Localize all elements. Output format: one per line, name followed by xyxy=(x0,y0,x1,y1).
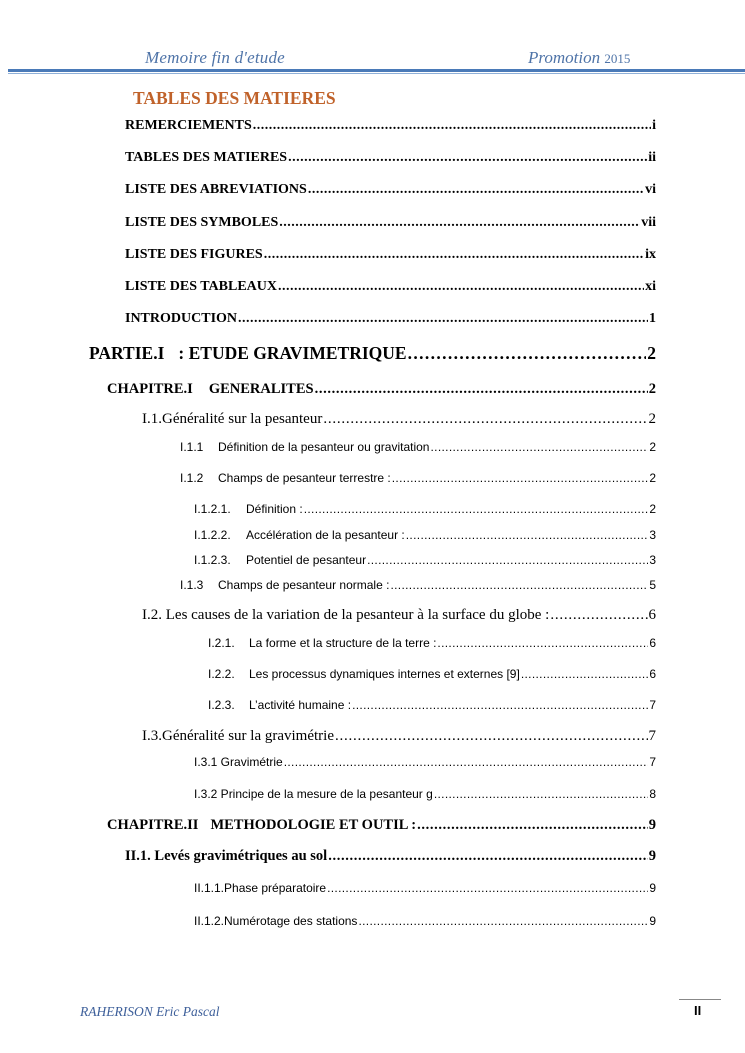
toc-entry-label: GENERALITES xyxy=(208,381,314,397)
toc-entry-liste-tableaux[interactable] xyxy=(125,279,656,295)
dot-leader xyxy=(390,578,648,592)
toc-entry-page: 7 xyxy=(649,755,656,769)
toc-entry-page: 2 xyxy=(648,411,656,427)
dot-leader xyxy=(406,528,649,542)
dot-leader xyxy=(264,247,644,263)
footer-page-number: II xyxy=(694,1003,702,1018)
dot-leader xyxy=(279,215,640,231)
toc-entry-page: 9 xyxy=(648,848,656,864)
toc-entry-number: I.1.2.3. xyxy=(194,553,231,567)
header-promotion xyxy=(528,48,630,68)
toc-entry-page: 7 xyxy=(649,698,656,712)
dot-leader xyxy=(253,118,651,134)
toc-entry-number: I.2.2. xyxy=(208,667,235,681)
footer-rule xyxy=(679,999,721,1000)
page-header xyxy=(0,0,745,80)
toc-entry-partie-1[interactable] xyxy=(89,343,656,364)
toc-entry-page: 2 xyxy=(648,381,656,397)
toc-entry-ii1-1[interactable] xyxy=(194,881,656,895)
toc-entry-number: I.1.2.1. xyxy=(194,502,231,516)
toc-entry-label: Potentiel de pesanteur xyxy=(246,553,367,567)
toc-entry-label: I.3.Généralité sur la gravimétrie xyxy=(142,728,334,744)
toc-entry-page: 9 xyxy=(648,817,656,833)
toc-entry-page: 2 xyxy=(649,440,656,454)
toc-entry-page: xi xyxy=(645,279,656,294)
toc-entry-i2-3[interactable] xyxy=(208,698,656,712)
toc-entry-page: 1 xyxy=(649,311,656,326)
toc-entry-label: : ETUDE GRAVIMETRIQUE xyxy=(178,343,407,363)
toc-entry-label: Champs de pesanteur terrestre : xyxy=(218,471,391,485)
toc-entry-label: LISTE DES SYMBOLES xyxy=(125,215,279,230)
toc-entry-number: I.2.3. xyxy=(208,698,235,712)
toc-entry-page: 6 xyxy=(649,636,656,650)
header-rule xyxy=(8,69,745,72)
dot-leader xyxy=(417,817,648,834)
dot-leader xyxy=(304,502,649,516)
toc-entry-number: I.1.2 xyxy=(180,471,204,485)
toc-entry-i1-2-2[interactable] xyxy=(194,528,656,542)
dot-leader xyxy=(278,279,644,295)
dot-leader xyxy=(392,471,649,485)
header-promotion-year: 2015 xyxy=(604,51,631,66)
dot-leader xyxy=(335,728,648,745)
dot-leader xyxy=(367,553,648,567)
dot-leader xyxy=(358,914,648,928)
toc-entry-i3-1[interactable] xyxy=(194,755,656,769)
header-promotion-label: Promotion xyxy=(528,48,601,67)
toc-entry-label: Accélération de la pesanteur : xyxy=(246,528,405,542)
toc-entry-label: II.1. Levés gravimétriques au sol xyxy=(125,848,328,864)
dot-leader xyxy=(434,787,649,801)
toc-entry-i1-2[interactable] xyxy=(180,471,656,485)
toc-entry-page: vi xyxy=(645,182,656,197)
toc-entry-tables-des-matieres[interactable] xyxy=(125,150,656,166)
toc-entry-page: i xyxy=(652,118,656,133)
toc-entry-number: I.2.1. xyxy=(208,636,235,650)
toc-entry-page: 3 xyxy=(649,553,656,567)
toc-entry-number: I.1.2.2. xyxy=(194,528,231,542)
dot-leader xyxy=(550,607,647,624)
toc-entry-label: TABLES DES MATIERES xyxy=(125,150,288,165)
toc-entry-label: I.3.1 Gravimétrie xyxy=(194,755,283,769)
dot-leader xyxy=(437,636,648,650)
toc-entry-label: LISTE DES FIGURES xyxy=(125,247,263,262)
toc-entry-label: LISTE DES TABLEAUX xyxy=(125,279,277,294)
toc-entry-label: I.1.Généralité sur la pesanteur xyxy=(142,411,323,427)
toc-entry-section-i2[interactable] xyxy=(142,607,656,624)
toc-entry-page: 5 xyxy=(649,578,656,592)
toc-entry-number: CHAPITRE.I xyxy=(107,381,193,397)
toc-entry-label: I.2. Les causes de la variation de la pesanteur à la surface du globe : xyxy=(142,607,550,623)
dot-leader xyxy=(308,182,644,198)
toc-entry-i1-2-1[interactable] xyxy=(194,502,656,516)
toc-entry-ii1-2[interactable] xyxy=(194,914,656,928)
toc-entry-label: II.1.1.Phase préparatoire xyxy=(194,881,327,895)
toc-entry-page: 7 xyxy=(648,728,656,744)
toc-entry-page: ix xyxy=(645,247,656,262)
dot-leader xyxy=(430,440,648,454)
toc-entry-page: vii xyxy=(641,215,656,230)
dot-leader xyxy=(521,667,648,681)
toc-entry-section-i3[interactable] xyxy=(142,728,656,745)
toc-entry-page: 3 xyxy=(649,528,656,542)
toc-entry-i1-1[interactable] xyxy=(180,440,656,454)
toc-entry-page: 6 xyxy=(649,667,656,681)
toc-entry-label: REMERCIEMENTS xyxy=(125,118,252,133)
toc-entry-number: CHAPITRE.II xyxy=(107,817,199,833)
toc-entry-page: 9 xyxy=(649,881,656,895)
toc-entry-i2-2[interactable] xyxy=(208,667,656,681)
toc-entry-liste-abreviations[interactable] xyxy=(125,182,656,198)
toc-entry-label: II.1.2.Numérotage des stations xyxy=(194,914,358,928)
toc-entry-label: Champs de pesanteur normale : xyxy=(218,578,390,592)
toc-entry-label: L’activité humaine : xyxy=(249,698,352,712)
toc-entry-remerciements[interactable] xyxy=(125,118,656,134)
toc-entry-page: 6 xyxy=(648,607,656,623)
toc-entry-i2-1[interactable] xyxy=(208,636,656,650)
toc-entry-section-ii1[interactable] xyxy=(125,848,656,865)
dot-leader xyxy=(328,848,648,865)
toc-entry-page: 9 xyxy=(649,914,656,928)
toc-entry-number: PARTIE.I xyxy=(89,343,165,363)
toc-entry-label: METHODOLOGIE ET OUTIL : xyxy=(210,817,417,833)
toc-title: TABLES DES MATIERES xyxy=(133,88,336,108)
toc-entry-i1-2-3[interactable] xyxy=(194,553,656,567)
dot-leader xyxy=(238,311,648,327)
toc-entry-page: 2 xyxy=(649,471,656,485)
toc-entry-introduction[interactable] xyxy=(125,311,656,327)
dot-leader xyxy=(352,698,648,712)
dot-leader xyxy=(284,755,649,769)
header-document-title: Memoire fin d'etude xyxy=(145,48,285,67)
toc-entry-liste-symboles[interactable] xyxy=(125,215,656,231)
dot-leader xyxy=(315,381,648,398)
dot-leader xyxy=(323,411,647,428)
toc-entry-label: LISTE DES ABREVIATIONS xyxy=(125,182,307,197)
toc-entry-number: I.1.1 xyxy=(180,440,204,454)
toc-entry-page: 2 xyxy=(649,502,656,516)
toc-entry-number: I.1.3 xyxy=(180,578,204,592)
toc-entry-label: Définition de la pesanteur ou gravitation xyxy=(218,440,430,454)
toc-entry-label: La forme et la structure de la terre : xyxy=(249,636,437,650)
toc-entry-label: Les processus dynamiques internes et externes [9] xyxy=(249,667,520,681)
dot-leader xyxy=(327,881,648,895)
toc-entry-page: 8 xyxy=(649,787,656,801)
toc-entry-i1-3[interactable] xyxy=(180,578,656,592)
toc-entry-liste-figures[interactable] xyxy=(125,247,656,263)
toc-entry-label: INTRODUCTION xyxy=(125,311,238,326)
dot-leader xyxy=(288,150,647,166)
toc-entry-section-i1[interactable] xyxy=(142,411,656,428)
dot-leader xyxy=(408,343,647,364)
toc-entry-page: 2 xyxy=(647,343,656,363)
toc-entry-chapitre-1[interactable] xyxy=(107,381,656,398)
toc-entry-label: I.3.2 Principe de la mesure de la pesanteur g xyxy=(194,787,433,801)
toc-entry-page: ii xyxy=(648,150,656,165)
toc-entry-chapitre-2[interactable] xyxy=(107,817,656,834)
header-rule-thin xyxy=(8,73,745,74)
toc-entry-i3-2[interactable] xyxy=(194,787,656,801)
footer-author: RAHERISON Eric Pascal xyxy=(80,1004,220,1019)
toc-entry-label: Définition : xyxy=(246,502,303,516)
